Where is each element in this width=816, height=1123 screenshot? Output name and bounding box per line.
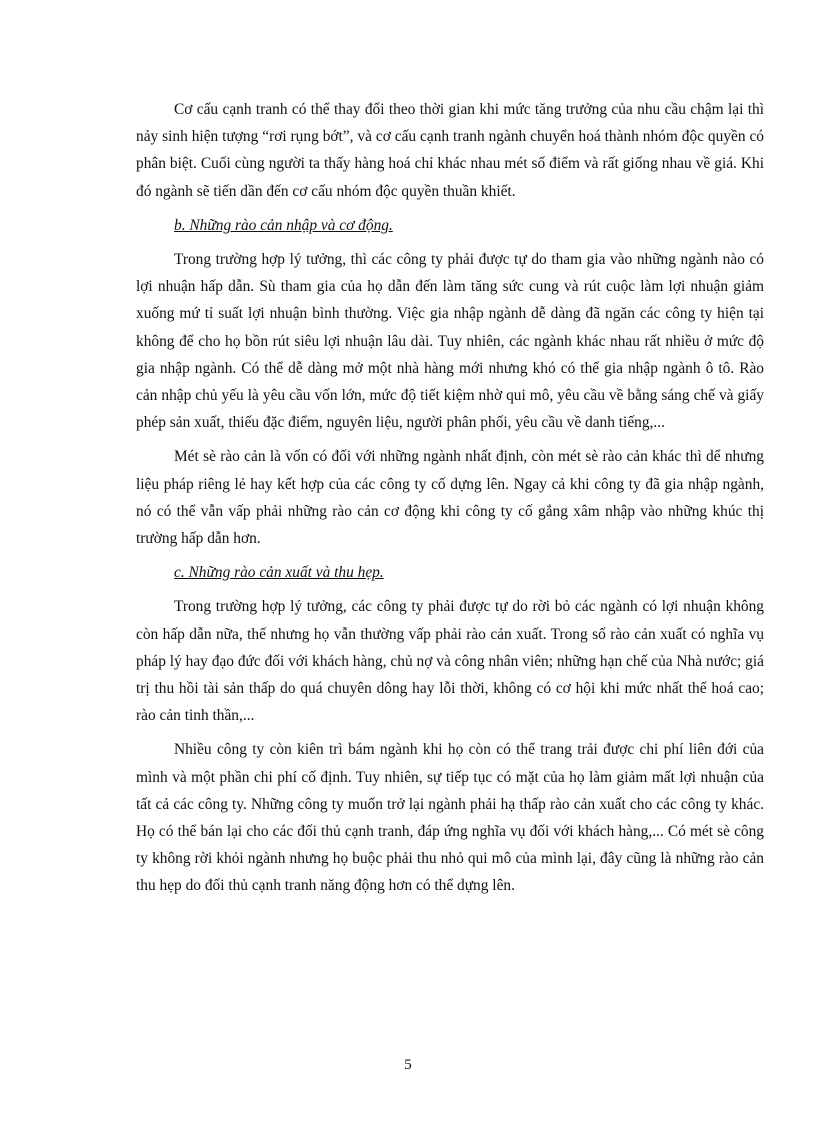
paragraph: Mét sè rào cản là vốn có đối với những ngành nhất định, còn mét sè rào cản khác thì dể nhưng liệu pháp riêng lẻ hay kết hợp của các công ty cố dựng lên. Ngay cả khi công ty đã gia nhập ngành, nó có thể vẫn vấp phải những rào cản cơ động khi công ty cố gắng xâm nhập vào những khúc thị trường hấp dẫn hơn. bbox=[136, 448, 764, 548]
page-number: 5 bbox=[404, 1057, 412, 1073]
document-body bbox=[136, 96, 764, 900]
paragraph: Trong trường hợp lý tưởng, các công ty phải được tự do rời bỏ các ngành có lợi nhuận không còn hấp dẫn nữa, thế nhưng họ vẫn thường vấp phải rào cản xuất. Trong số rào cản xuất có nghĩa vụ pháp lý hay đạo đức đối với khách hàng, chủ nợ và công nhân viên; những hạn chế của Nhà nước; giá trị thu hồi tài sản thấp do quá chuyên dông hay lỗi thời, không có cơ hội khi mức nhất thể hoá cao; rào cản tinh thần,... bbox=[136, 598, 764, 725]
section-heading: c. Những rào cản xuất và thu hẹp. bbox=[174, 564, 384, 582]
paragraph: Nhiều công ty còn kiên trì bám ngành khi họ còn có thể trang trải được chi phí liên đới của mình và một phần chi phí cố định. Tuy nhiên, sự tiếp tục có mặt của họ làm giảm mất lợi nhuận của tất cả các công ty. Những công ty muốn trở lại ngành phải hạ thấp rào cản xuất cho các công ty khác. Họ có thể bán lại cho các đối thủ cạnh tranh, đáp ứng nghĩa vụ đối với khách hàng,... Có mét sè công ty không rời khỏi ngành nhưng họ buộc phải thu nhỏ qui mô của mình lại, đây cũng là những rào cản thu hẹp do đối thủ cạnh tranh năng động hơn có thể dựng lên. bbox=[136, 741, 764, 895]
section-heading: b. Những rào cản nhập và cơ động. bbox=[174, 216, 393, 234]
paragraph: Trong trường hợp lý tưởng, thì các công ty phải được tự do tham gia vào những ngành nào có lợi nhuận hấp dẫn. Sù tham gia của họ dẫn đến làm tăng sức cung và rút cuộc làm lợi nhuận giảm xuống mứ tỉ suất lợi nhuận bình thường. Việc gia nhập ngành dễ dàng đã ngăn các công ty hiện tại không để cho họ bồn rút siêu lợi nhuận lâu dài. Tuy nhiên, các ngành khác nhau rất nhiều ở mức độ gia nhập ngành. Có thể dễ dàng mở một nhà hàng mới nhưng khó có thể gia nhập ngành ô tô. Rào cản nhập chủ yếu là yêu cầu vốn lớn, mức độ tiết kiệm nhờ qui mô, yêu cầu về bằng sáng chế và giấy phép sản xuất, thiếu đặc điểm, nguyên liệu, người phân phối, yêu cầu về danh tiếng,... bbox=[136, 251, 764, 432]
paragraph: Cơ cấu cạnh tranh có thể thay đổi theo thời gian khi mức tăng trưởng của nhu cầu chậm lại thì nảy sinh hiện tượng “rơi rụng bớt”, và cơ cấu cạnh tranh ngành chuyển hoá thành nhóm độc quyền có phân biệt. Cuối cùng người ta thấy hàng hoá chỉ khác nhau mét số điểm và rất giống nhau về giá. Khi đó ngành sẽ tiến dần đến cơ cấu nhóm độc quyền thuần khiết. bbox=[136, 101, 764, 200]
